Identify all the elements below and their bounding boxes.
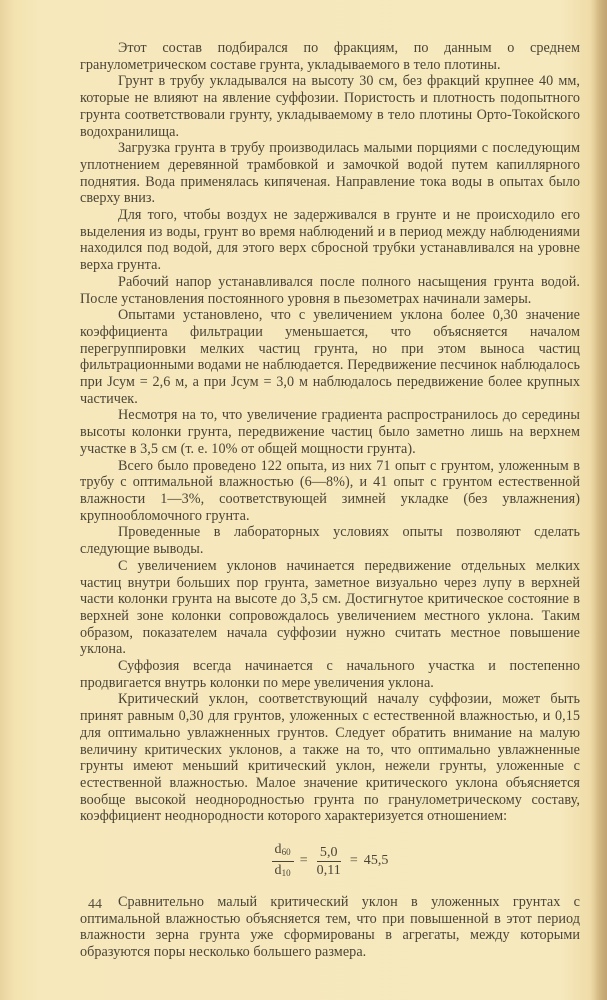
equals-sign: = — [349, 853, 358, 869]
paragraph-12: Критический уклон, соответствующий началу суффозии, может быть принят равным 0,30 для грунтов, уложенных с естественной влажностью, и 0,15 для оптимально увлажненных грунтов. Следует обратить внимание на малую величину критических уклонов, а также на то, что оптимально увлажненные грунты имеют меньший критический уклон, нежели грунты, уложенные с естественной влажностью. Малое значение критического уклона объясняется вообще высокой неоднородностью грунта по гранулометрическому составу, коэффициент неоднородности которого характеризуется отношением: — [80, 691, 580, 825]
page-spine-shadow — [595, 0, 607, 1000]
paragraph-4: Для того, чтобы воздух не задерживался в грунте и не происходило его выделения из воды, грунт во время наблюдений и в период между наблюдениями находился под водой, для этого верх сбросной трубки устанавливался на уровне верха грунта. — [80, 207, 580, 274]
closing-paragraph: Сравнительно малый критический уклон в уложенных грунтах с оптимальной влажностью объясняется тем, что при повышенной в этот период влажности зерна грунта уже сформированы в агрегаты, между которыми образуются поры несколько большего размера. — [80, 894, 580, 961]
fraction-denominator-value: 0,11 — [316, 863, 341, 879]
uniformity-coefficient-formula — [80, 842, 580, 881]
paragraph-11: Суффозия всегда начинается с начального участка и постепенно продвигается внутрь колонки по мере увеличения уклона. — [80, 658, 580, 691]
fraction-numerator — [272, 842, 294, 862]
equals-sign: = — [299, 853, 308, 869]
page-number: 44 — [88, 897, 102, 912]
paragraph-5: Рабочий напор устанавливался после полного насыщения грунта водой. После установления постоянного уровня в пьезометрах начинали замеры. — [80, 273, 580, 307]
paragraph-8: Всего было проведено 122 опыта, из них 71 опыт с грунтом, уложенным в трубу с оптимальной влажностью (6—8%), и 41 опыт с грунтом естественной влажности 1—3%, соответствующей зимней укладке (без увлажнения) крупнообломочного грунта. — [80, 457, 580, 524]
subscript-10: 10 — [281, 868, 291, 879]
paragraph-6: Опытами установлено, что с увеличением уклона более 0,30 значение коэффициента фильтрации уменьшается, что объясняется началом перегруппировки мелких частиц грунта, но при этом выноса частиц фильтрационными водами не наблюдается. Передвижение песчинок наблюдалось при Jсум = 2,6 м, а при Jсум = 3,0 м наблюдалось передвижение более крупных частичек. — [80, 307, 580, 407]
paragraph-9: Проведенные в лабораторных условиях опыты позволяют сделать следующие выводы. — [80, 524, 580, 558]
paragraph-10: С увеличением уклонов начинается передвижение отдельных мелких частиц внутри больших пор грунта, заметное визуально через лупу в верхней части колонки грунта на высоте до 3,5 см. Достигнутое критическое состояние в верхней зоне колонки сопровождалось увеличением местного уклона. Таким образом, показателем начала суффозии нужно считать местное повышение уклона. — [80, 557, 580, 658]
subscript-60: 60 — [281, 847, 291, 858]
fraction-denominator — [272, 862, 294, 881]
fraction-numerator-value: 5,0 — [317, 845, 341, 862]
d-symbol: d — [274, 863, 282, 879]
formula-result: 45,5 — [363, 853, 389, 869]
fraction-values — [314, 845, 344, 878]
body-text — [80, 40, 580, 961]
paragraph-1: Этот состав подбирался по фракциям, по данным о среднем гранулометрическом составе грунта, укладываемого в тело плотины. — [80, 40, 580, 73]
paragraph-7: Несмотря на то, что увеличение градиента распространилось до середины высоты колонки грунта, передвижение частиц было заметно лишь на верхнем участке в 3,5 см (т. е. 10% от общей мощности грунта). — [80, 407, 580, 457]
fraction-d60-d10 — [272, 842, 294, 881]
d-symbol: d — [274, 842, 282, 858]
paragraph-2: Грунт в трубу укладывался на высоту 30 см, без фракций крупнее 40 мм, которые не влияют на явление суффозии. Пористость и плотность подопытного грунта соответствовали грунту, укладываемому в тело плотины Орто-Токойского водохранилища. — [80, 73, 580, 140]
paragraph-3: Загрузка грунта в трубу производилась малыми порциями с последующим уплотнением деревянной трамбовкой и замочкой водой путем капиллярного поднятия. Вода применялась кипяченая. Направление тока воды в опытах было сверху вниз. — [80, 140, 580, 207]
